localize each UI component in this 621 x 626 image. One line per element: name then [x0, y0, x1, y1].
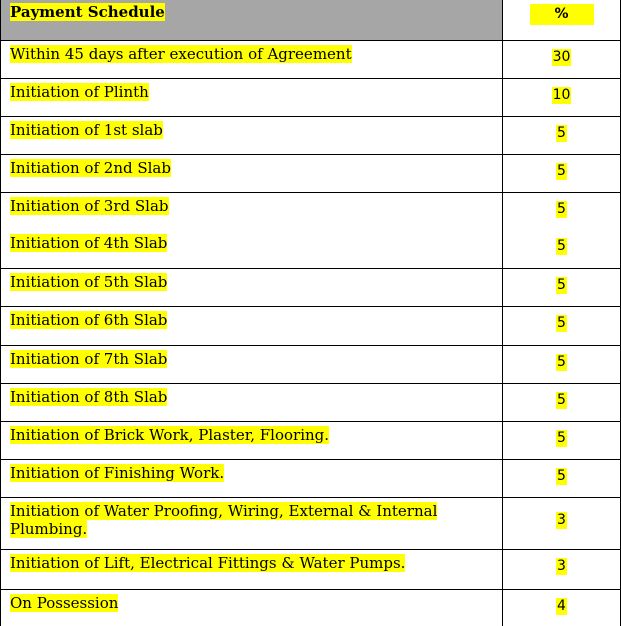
row-label: Initiation of Lift, Electrical Fittings & Water Pumps.: [10, 554, 406, 572]
row-label: Initiation of Brick Work, Plaster, Flooring.: [10, 426, 330, 444]
row-label: Initiation of 8th Slab: [10, 388, 168, 406]
header-percent: %: [530, 4, 594, 25]
header-percent-cell: [503, 0, 621, 40]
table-header-row: [0, 0, 621, 40]
table-row: [0, 192, 621, 230]
table-row: [0, 230, 621, 268]
row-percent: 5: [557, 125, 566, 141]
row-label: On Possession: [10, 594, 119, 612]
row-percent: 10: [552, 87, 571, 103]
table-row: [0, 268, 621, 306]
row-percent: 5: [557, 238, 566, 254]
row-percent: 5: [557, 392, 566, 408]
header-label-cell: [0, 0, 503, 40]
row-label: Initiation of 4th Slab: [10, 234, 168, 252]
row-label: Initiation of 6th Slab: [10, 311, 168, 329]
row-label: Initiation of 7th Slab: [10, 350, 168, 368]
table-row: [0, 116, 621, 154]
row-percent: 4: [557, 598, 566, 614]
row-percent: 3: [557, 512, 566, 528]
table-row: [0, 306, 621, 345]
row-label: Initiation of Finishing Work.: [10, 464, 225, 482]
row-label: Initiation of 3rd Slab: [10, 197, 169, 215]
table-row: [0, 40, 621, 78]
table-row: [0, 589, 621, 626]
row-label: Initiation of 1st slab: [10, 121, 163, 139]
row-percent: 5: [557, 430, 566, 446]
table-row: [0, 78, 621, 116]
row-label: Within 45 days after execution of Agreement: [10, 45, 352, 63]
row-label: Initiation of Water Proofing, Wiring, External & Internal Plumbing.: [10, 502, 438, 538]
row-percent: 5: [557, 468, 566, 484]
table-row: [0, 549, 621, 589]
row-percent: 5: [557, 315, 566, 331]
header-label: Payment Schedule: [10, 3, 165, 21]
table-row: [0, 345, 621, 383]
row-percent: 5: [557, 163, 566, 179]
table-row: [0, 497, 621, 549]
row-percent: 5: [557, 277, 566, 293]
table-row: [0, 154, 621, 192]
row-label: Initiation of 5th Slab: [10, 273, 168, 291]
row-percent: 3: [557, 558, 566, 574]
row-label: Initiation of Plinth: [10, 83, 149, 101]
table-row: [0, 383, 621, 421]
row-percent: 5: [557, 201, 566, 217]
row-percent: 30: [552, 49, 571, 65]
row-percent: 5: [557, 354, 566, 370]
table-row: [0, 459, 621, 497]
table-row: [0, 421, 621, 459]
row-label: Initiation of 2nd Slab: [10, 159, 171, 177]
